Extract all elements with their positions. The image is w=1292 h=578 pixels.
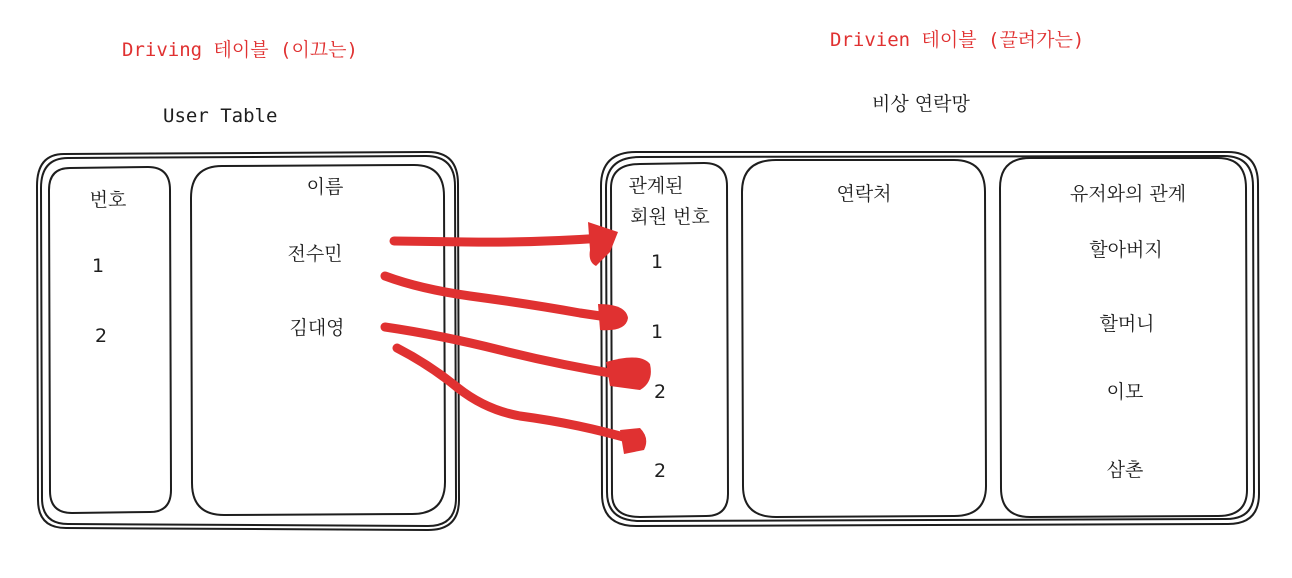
related-member-cell: 2 [653,460,667,482]
relation-header: 유저와의 관계 [1069,183,1187,205]
user-number-column [49,167,171,513]
relation-to-user-column [1000,158,1247,517]
contact-column [742,160,986,517]
user-name-header: 이름 [306,176,344,198]
user-name-cell: 김대영 [289,317,345,339]
user-number-cell: 1 [91,255,105,277]
related-member-cell: 1 [650,321,664,343]
relation-cell: 이모 [1106,381,1144,403]
contact-header: 연락처 [836,183,892,205]
related-member-header-line1: 관계된 [628,175,684,197]
related-member-header-line2: 회원 번호 [630,206,710,228]
emergency-contact-table [601,152,1259,526]
user-table-title: User Table [163,105,278,127]
related-member-cell: 2 [653,381,667,403]
driven-table-header: Drivien 테이블 (끌려가는) [830,29,1085,51]
relation-cell: 할머니 [1099,313,1155,335]
driving-table-header: Driving 테이블 (이끄는) [122,39,358,61]
related-member-cell: 1 [650,251,664,273]
relation-arrow [394,222,618,266]
emergency-contact-title: 비상 연락망 [872,93,970,115]
user-name-cell: 전수민 [287,243,343,265]
relation-cell: 삼촌 [1106,459,1144,481]
user-number-cell: 2 [94,325,108,347]
user-name-column [191,165,445,515]
relation-cell: 할아버지 [1089,239,1163,261]
user-table [37,152,459,530]
related-member-number-column [611,163,728,517]
user-number-header: 번호 [89,189,127,211]
relation-arrow [385,276,628,330]
